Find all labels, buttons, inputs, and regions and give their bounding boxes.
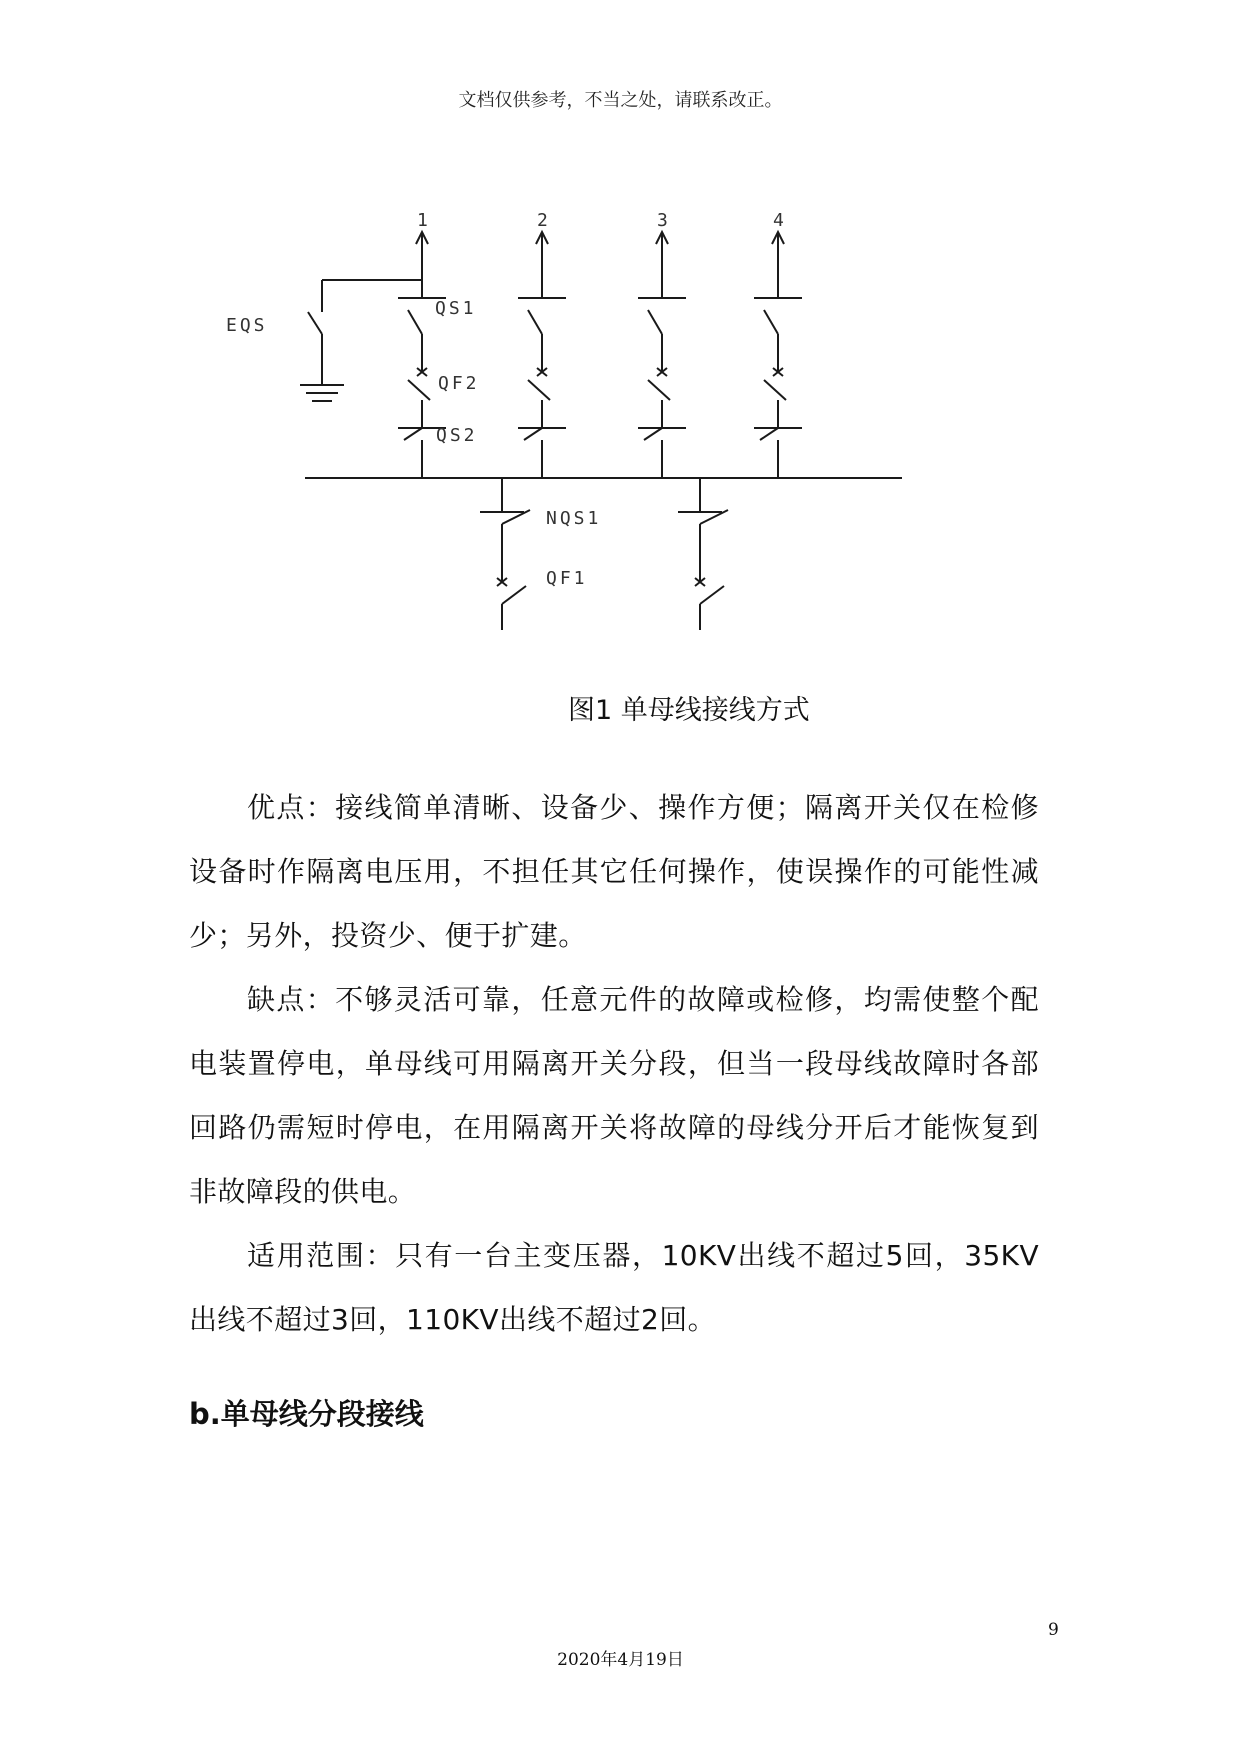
single-busbar-diagram	[0, 0, 1241, 660]
branch-number-4: 4	[773, 210, 787, 231]
label-qf1: QF1	[546, 568, 588, 589]
branch-number-1: 1	[417, 210, 431, 231]
incoming-branch-2	[678, 478, 728, 630]
paragraph-advantages: 优点：接线简单清晰、设备少、操作方便；隔离开关仅在检修设备时作隔离电压用，不担任其它任何操作，使误操作的可能性减少；另外，投资少、便于扩建。	[189, 791, 1039, 952]
page-header: 文档仅供参考，不当之处，请联系改正。	[458, 90, 783, 111]
incoming-branch-1	[480, 478, 530, 630]
feeder-3	[638, 232, 686, 478]
footer-date: 2020年4月19日	[557, 1650, 684, 1670]
label-nqs1: NQS1	[546, 508, 602, 529]
paragraph-scope: 适用范围：只有一台主变压器，10KV出线不超过5回，35KV出线不超过3回，110KV出线不超过2回。	[189, 1239, 1039, 1336]
page-number: 9	[1048, 1620, 1059, 1640]
feeder-2	[518, 232, 566, 478]
label-qs1: QS1	[435, 298, 477, 319]
label-qs2: QS2	[436, 425, 478, 446]
figure-caption: 图1 单母线接线方式	[568, 695, 810, 726]
paragraph-disadvantages: 缺点：不够灵活可靠，任意元件的故障或检修，均需使整个配电装置停电，单母线可用隔离开关分段，但当一段母线故障时各部回路仍需短时停电，在用隔离开关将故障的母线分开后才能恢复到非故障段的供电。	[189, 983, 1039, 1208]
label-eqs: EQS	[226, 315, 268, 336]
branch-number-3: 3	[657, 210, 671, 231]
branch-number-2: 2	[537, 210, 551, 231]
feeder-4	[754, 232, 802, 478]
section-heading: b.单母线分段接线	[189, 1397, 424, 1431]
label-qf2: QF2	[438, 373, 480, 394]
